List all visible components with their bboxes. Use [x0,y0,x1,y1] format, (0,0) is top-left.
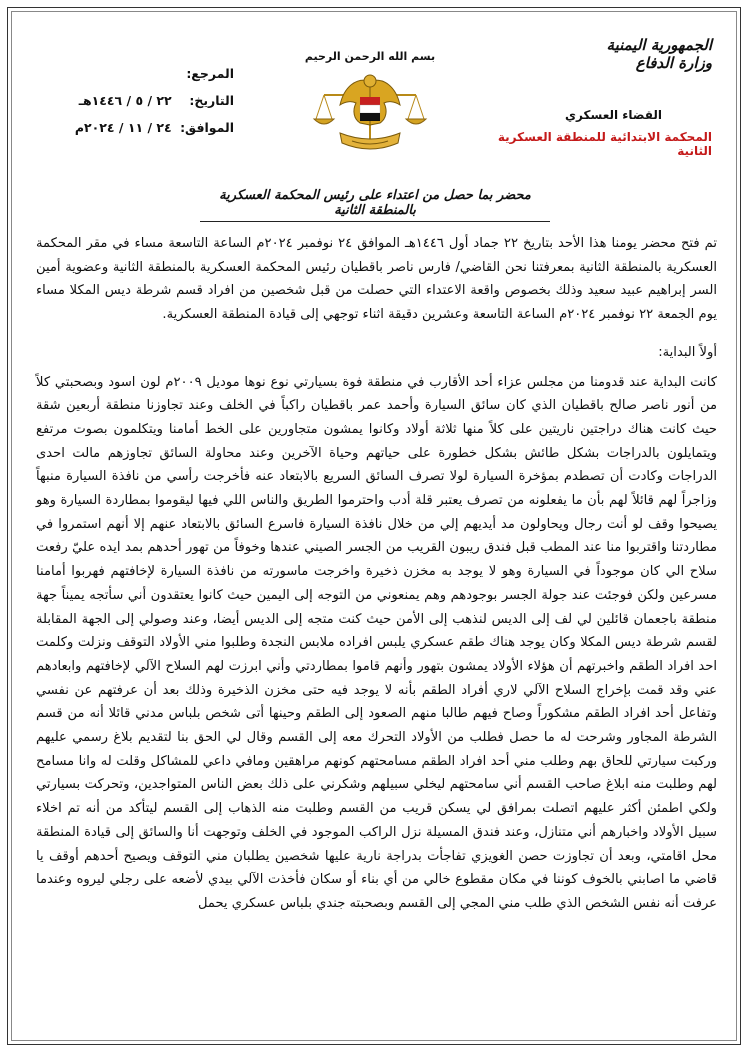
reference-block [74,66,234,147]
court-name: المحكمة الابتدائية للمنطقة العسكرية الثانية [497,130,712,158]
document-body [36,232,717,916]
reference-row [74,66,234,93]
date-label: التاريخ: [189,93,234,108]
narrative-paragraph: كانت البداية عند قدومنا من مجلس عزاء أحد الأقارب في منطقة فوة بسيارتي نوع نوها موديل ٢٠٠٩م لون اسود وبصحبتي كلاً من أنور ناصر صالح باقطيان الذي كان سائق السيارة وأحمد عمر باقطيان راكباً في الخلف وعند تجاوزنا منطقة أربعين شقة حيث كانت هناك دراجتين ناريتين على كلاً منها ثلاثة أولاد وكانوا يمشون متجاورين على الخط أمامنا ويتكلمون بصوت مرتفع ويتمايلون بالدراجات بشكل طائش بشكل خطورة على حياتهم وحياة الآخرين وعند محاولة السائق تجاوزهم مالت احدى الدراجات وكادت أن تصطدم بمؤخرة السيارة لولا تصرف السائق السريع بالابتعاد عنه فأخرجت رأسي من نافذة السيارة منبهاً وزاجراً لهم قائلاً لهم بأن ما يفعلونه من تصرف يعتبر قلة أدب واحترموا الطريق والناس اللي فيها ليقوموا بمطاردة السيارة وهو يصيحوا وقف لو أنت رجال ويحاولون مد أيديهم إلي من خلال نافذة السيارة فاسرع السائق بالابتعاد عنهم إلا أنهم استمروا في مطاردتنا واقتربوا منا عند المطب قبل فندق ريبون القريب من الجسر الصيني عندها وخوفاً من تهور أحدهم بمد ايده عليّ رفعت سلاح الي كان موجوداً في السيارة وهو لا يوجد به مخزن ذخيرة واخرجت ماسورته من نافذة السيارة لإخافتهم فهربوا أمامنا مسرعين ولكن فوجئت عند جولة الجسر بوجودهم وهم يمنعوني من التوجه إلى اليمين حيث كانوا يعتقدون أني سأتجه يميناً جهة منطقة باجعمان قائلين لي لف إلى الديس لنذهب إلى الأمن حيث كنت متجه إلى الديس أيضا، وعند وصولي إلى الجهة المقابلة لقسم شرطة ديس المكلا وكان يوجد هناك طقم عسكري يلبس افراده ملابس النجدة وطلبوا مني الأولاد التوقف ونزلت وكلمت احد افراد الطقم واخبرتهم أن هؤلاء الأولاد يمشون بتهور وأنهم قاموا بمطاردتي وأني ابرزت لهم السلاح الآلي لإخافتهم وابعادهم عني وقد قمت بإخراج السلاح الآلي لاري أفراد الطقم بأنه لا يوجد فيه حتى مخزن الذخيرة وذلك بعد أن عرفتهم عن نفسي وتفاعل أحد افراد الطقم مشكوراً وصاح فيهم طالبا منهم الصعود إلى الطقم وحينها أتى شخص بلباس مدني قائلا أنه من قسم الشرطة المجاور وشرحت له ما حصل فطلب من الأولاد التحرك معه إلى القسم وقال لي الحق بنا لتقديم بلاغ رسمي عليهم وركبت سيارتي للحاق بهم وطلب مني أحد افراد الطقم مسامحتهم كونهم مراهقين ومافي داعي للمشاكل وقلت له وانا مسامح لهم وطلبت منه ابلاغ صاحب القسم أني سامحتهم ليخلي سبيلهم وشكرني على ذلك بعض الناس المتواجدين، وتحركت بسيارتي ولكي اطمئن أكثر عليهم اتصلت بمرافق لي يسكن قريب من القسم وطلبت منه الذهاب إلى القسم ليتأكد من أنه تم اخلاء سبيل الأولاد واخبارهم أني متنازل، وعند فندق المسيلة نزل الراكب الموجود في الخلف وتوجهت أنا والسائق إلى قيادة المنطقة محل اقامتي، وبعد أن تجاوزت حصن الغويزي تفاجأت بدراجة نارية عليها شخصين يطلبان مني التوقف ويصيح أحدهم أوقف يا قاضي ما اصابني بالخوف كوننا في مكان مقطوع خالي من أي بناء أو سكان فأخذت الآلي بيدي لأضعه على رجلي ليروه وعندما عرفت أنه نفس الشخص الذي طلب مني المجي إلى القسم وبصحبته جندي بلباس عسكري يحمل [36,374,718,911]
ministry-name: وزارة الدفاع [635,54,712,72]
basmala: بسم الله الرحمن الرحيم [304,50,436,63]
country-name: الجمهورية اليمنية [606,36,712,54]
section-heading: أولاً البداية: [658,344,717,360]
intro-paragraph: تم فتح محضر يومنا هذا الأحد بتاريخ ٢٢ جماد أول ١٤٤٦هـ الموافق ٢٤ نوفمبر ٢٠٢٤م الساعة التاسعة مساء في مقر المحكمة العسكرية بالمنطقة الثانية بمعرفتنا نحن القاضي/ فارس ناصر باقطيان رئيس المحكمة العسكرية بالمنطقة الثانية وعضوية أمين السر إبراهيم عبيد سعيد وذلك بخصوص واقعة الاعتداء التي حصلت من قبل شخصين من افراد قسم شرطة ديس المكلا مساء يوم الجمعة ٢٢ نوفمبر ٢٠٢٤م الساعة التاسعة وعشرين دقيقة اثناء توجهي إلى قيادة المنطقة العسكرية. [36,236,717,323]
judiciary-name: القضاء العسكري [565,108,662,122]
corresponding-row [74,120,234,147]
yemen-eagle-emblem-icon [270,67,470,163]
document-title: محضر بما حصل من اعتداء على رئيس المحكمة العسكرية بالمنطقة الثانية [200,188,550,222]
letterhead-center [270,50,470,163]
corresponding-value: ٢٤ / ١١ / ٢٠٢٤م [74,120,172,135]
letterhead-right [482,36,712,158]
date-value: ٢٢ / ٥ / ١٤٤٦هـ [78,93,172,108]
reference-label: المرجع: [186,66,234,81]
corresponding-label: الموافق: [180,120,234,135]
date-row [74,93,234,120]
